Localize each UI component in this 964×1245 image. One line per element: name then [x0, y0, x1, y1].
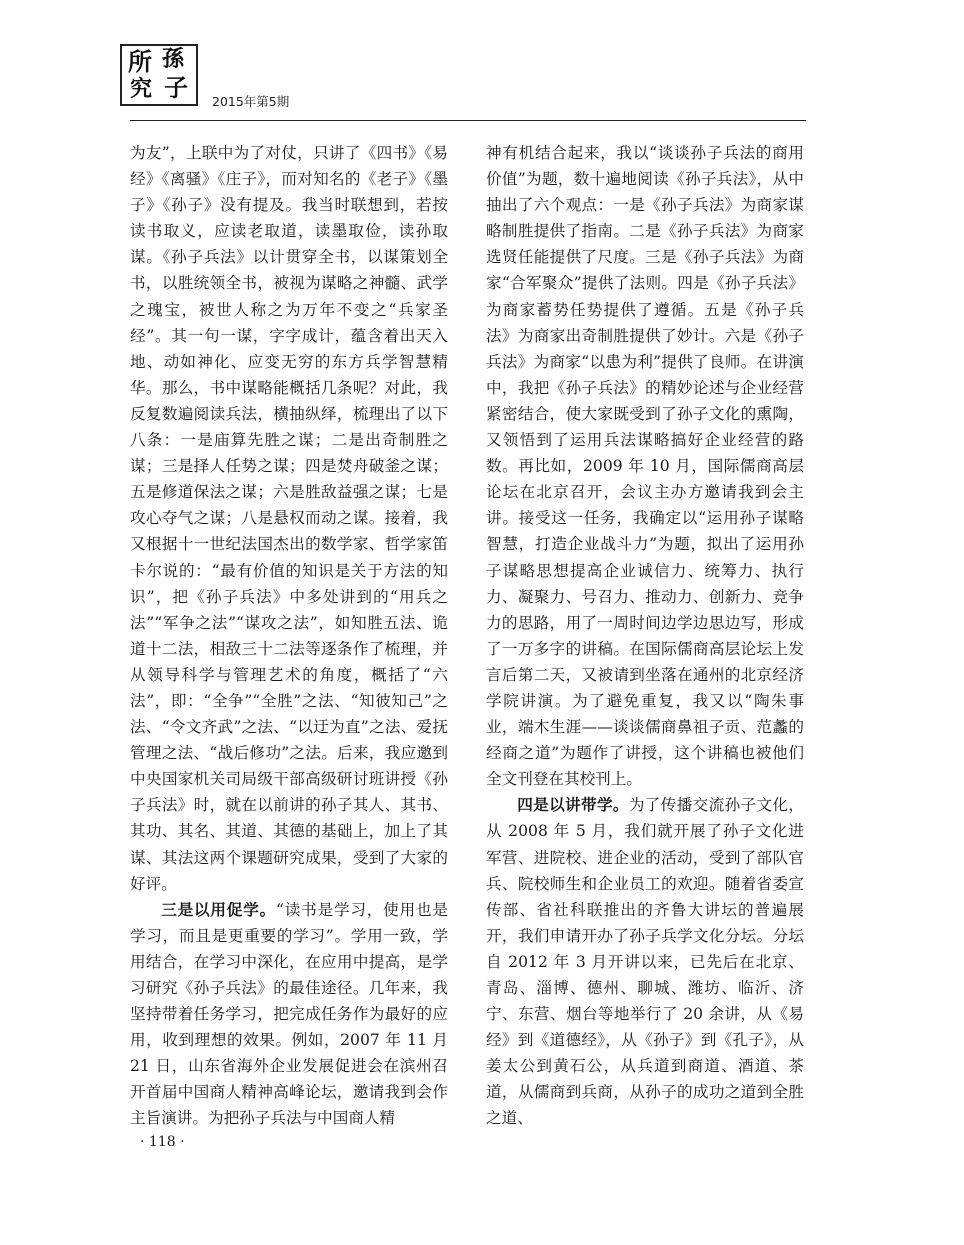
- right-column: [486, 140, 804, 1132]
- paragraph: [486, 792, 804, 1131]
- section-heading: 四是以讲带学。: [517, 795, 629, 815]
- logo-char: 所: [128, 47, 152, 76]
- paragraph-text: 为友”，上联中为了对仗，只讲了《四书》《易经》《离骚》《庄子》，而对知名的《老子》《墨子》《孙子》没有提及。我当时联想到，若按读书取义，应读老取道，读墨取俭，读孙取谋。《孙子兵法》以计贯穿全书，以谋策划全书，以胜统领全书，被视为谋略之神髓、武学之瑰宝，被世人称之为万年不变之“兵家圣经”。其一句一谋，字字成计，蕴含着出天入地、动如神化、应变无穷的东方兵学智慧精华。那么，书中谋略能概括几条呢？对此，我反复数遍阅读兵法，横抽纵绎，梳理出了以下八条：一是庙算先胜之谋；二是出奇制胜之谋；三是择人任势之谋；四是焚舟破釜之谋；五是修道保法之谋；六是胜敌益强之谋；七是攻心夺气之谋；八是悬权而动之谋。接着，我又根据十一世纪法国杰出的数学家、哲学家笛卡尔说的：“最有价值的知识是关于方法的知识”，把《孙子兵法》中多处讲到的“用兵之法”“军争之法”“谋攻之法”，如知胜五法、诡道十二法，相敌三十二法等逐条作了梳理，并从领导科学与管理艺术的角度，概括了“六法”，即：“全争”“全胜”之法、“知彼知己”之法、“令文齐武”之法、“以迂为直”之法、爱抚管理之法、“战后修功”之法。后来，我应邀到中央国家机关司局级干部高级研讨班讲授《孙子兵法》时，就在以前讲的孙子其人、其书、其功、其名、其道、其德的基础上，加上了其谋、其法这两个课题研究成果，受到了大家的好评。: [130, 144, 448, 893]
- page-header: [120, 44, 800, 120]
- logo-char: 子: [164, 73, 188, 102]
- issue-label: 2015年第5期: [212, 94, 290, 109]
- journal-logo: [120, 44, 198, 106]
- logo-char: 孫: [162, 46, 185, 72]
- paragraph: [486, 140, 804, 792]
- page-number: · 118 ·: [140, 1134, 185, 1150]
- paragraph: [130, 897, 448, 1132]
- left-column: [130, 140, 448, 1132]
- logo-char: 究: [130, 76, 153, 102]
- paragraph-text: 神有机结合起来，我以“谈谈孙子兵法的商用价值”为题，数十遍地阅读《孙子兵法》，从中抽出了六个观点：一是《孙子兵法》为商家谋略制胜提供了指南。二是《孙子兵法》为商家选贤任能提供了尺度。三是《孙子兵法》为商家“合军聚众”提供了法则。四是《孙子兵法》为商家蓄势任势提供了遵循。五是《孙子兵法》为商家出奇制胜提供了妙计。六是《孙子兵法》为商家“以患为利”提供了良师。在讲演中，我把《孙子兵法》的精妙论述与企业经营紧密结合，使大家既受到了孙子文化的熏陶，又领悟到了运用兵法谋略搞好企业经营的路数。再比如，2009 年 10 月，国际儒商高层论坛在北京召开，会议主办方邀请我到会主讲。接受这一任务，我确定以“运用孙子谋略智慧，打造企业战斗力”为题，拟出了运用孙子谋略思想提高企业诚信力、统筹力、执行力、凝聚力、号召力、推动力、创新力、竞争力的思路，用了一周时间边学边思边写，形成了一万多字的讲稿。在国际儒商高层论坛上发言后第二天，又被请到坐落在通州的北京经济学院讲演。为了避免重复，我又以“陶朱事业，端木生涯——谈谈儒商鼻祖子贡、范蠡的经商之道”为题作了讲授，这个讲稿也被他们全文刊登在其校刊上。: [486, 144, 804, 789]
- paragraph-text: 为了传播交流孙子文化，从 2008 年 5 月，我们就开展了孙子文化进军营、进院校、进企业的活动，受到了部队官兵、院校师生和企业员工的欢迎。随着省委宣传部、省社科联推出的齐鲁大讲坛的普遍展开，我们申请开办了孙子兵学文化分坛。分坛自 2012 年 3 月开讲以来，已先后在北京、青岛、淄博、德州、聊城、潍坊、临沂、济宁、东营、烟台等地举行了 20 余讲，从《易经》到《道德经》，从《孙子》到《孔子》，从姜太公到黄石公，从兵道到商道、酒道、茶道，从儒商到兵商，从孙子的成功之道到全胜之道、: [486, 796, 804, 1128]
- paragraph-text: “读书是学习，使用也是学习，而且是更重要的学习”。学用一致，学用结合，在学习中深化，在应用中提高，是学习研究《孙子兵法》的最佳途径。几年来，我坚持带着任务学习，把完成任务作为最好的应用，收到理想的效果。例如，2007 年 11 月 21 日，山东省海外企业发展促进会在滨州召开首届中国商人精神高峰论坛，邀请我到会作主旨演讲。为把孙子兵法与中国商人精: [130, 900, 448, 1128]
- paragraph: [130, 140, 448, 897]
- header-divider: [130, 120, 806, 121]
- section-heading: 三是以用促学。: [161, 899, 276, 919]
